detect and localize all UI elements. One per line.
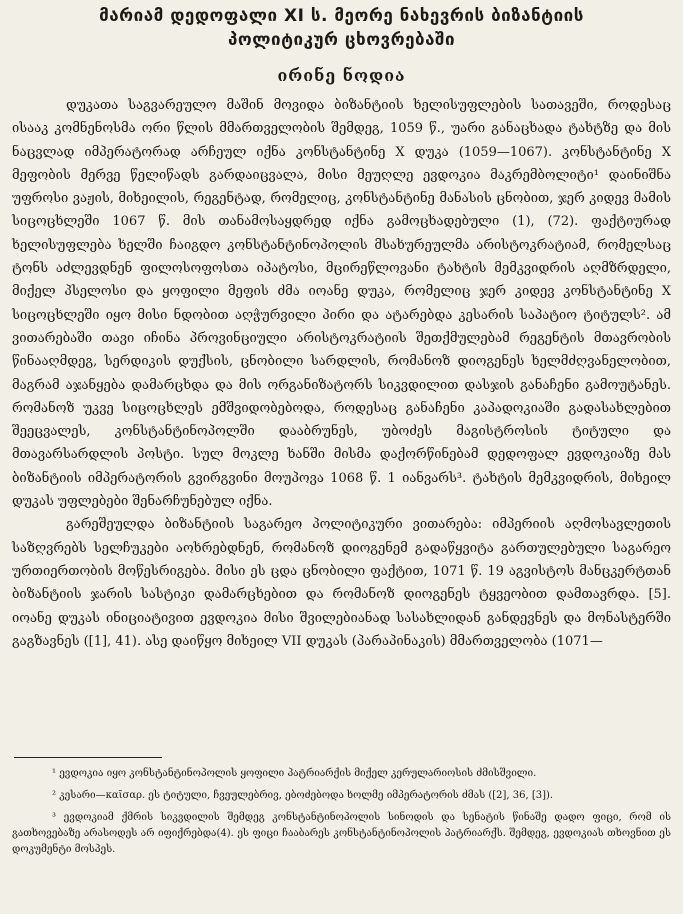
footnote-2: ² კესარი—καῖσαρ. ეს ტიტული, ჩვეულებრივ, ებოძებოდა ხოლმე იმპერატორის ძმას ([2], 36, [3]).: [52, 790, 554, 801]
author-name: ირინე ნოდია: [277, 66, 406, 85]
footnote-3: ³ ევდოკიამ ქმრის სიკვდილის შემდეგ კონსტანტინოპოლის სინოდის და სენატის წინაშე დადო ფიცი, რომ ის გათხოვებაზე არასოდეს არ იფიქრებდა(4). ეს ფიცი ჩააბარეს კონსტანტინოპოლის პატრიარქს. შემდეგ, ევდოკიას თხოვნით ეს დოკუმენტი მოსპეს.: [12, 812, 671, 855]
body-paragraph: გარეშეულდა ბიზანტიის საგარეო პოლიტიკური ვითარება: იმპერიის აღმოსავლეთის საზღვრებს სელჩუკები აოხრებდნენ, რომანოზ დიოგენემ გადაწყვიტა გართულებული საგარეო ურთიერთობის მოწესრიგება. მისი ეს ცდა ცნობილი ფაქტით, 1071 წ. 19 აგვისტოს მანცკერტთან ბიზანტიის ჯარის სასტიკი დამარცხებით და რომანოზ დიოგენეს ტყვეობით დამთავრდა. [5]. იოანე დუკას ინიციატივით ევდოკია მისი შვილებიანად სასახლიდან განდევნეს და მონასტერში გაგზავნეს ([1], 41). ასე დაიწყო მიხეილ VII დუკას (პარაპინაკის) მმართველობა (1071—: [12, 517, 671, 649]
footnote-1: ¹ ევდოკია იყო კონსტანტინოპოლის ყოფილი პატრიარქის მიქელ კერულარიოსის ძმისშვილი.: [52, 768, 537, 779]
article-body: [12, 94, 671, 653]
footnotes: [12, 766, 671, 864]
article-title-line-2: პოლიტიკურ ცხოვრებაში: [227, 30, 456, 50]
body-paragraph: დუკათა საგვარეულო მაშინ მოვიდა ბიზანტიის ხელისუფლების სათავეში, როდესაც ისააკ კომნენოსმა ორი წლის მმართველობის შემდეგ, 1059 წ., უარი განაცხადა ტახტზე და მის ნაცვლად იმპერატორად არჩეულ იქნა კონსტანტინე X დუკა (1059—1067). კონსტანტინე X მეფობის მერვე წელიწადს გარდაიცვალა, მისი მეუღლე ევდოკია მაკრემბოლიტი¹ დაინიშნა უფროსი ვაჟის, მიხეილის, რეგენტად, რომელიც, კონსტანტინე მანასის ცნობით, ჯერ კიდევ მამის სიცოცხლეში 1067 წ. მის თანამოსაყდრედ იქნა გამოცხადებული (1), (72). ფაქტიურად ხელისუფლება ხელში ჩაიგდო კონსტანტინოპოლის მსახურეულმა არისტოკრატიამ, რომელსაც ტონს აძლევდნენ ფილოსოფოსთა იპატოსი, მცირეწლოვანი ტახტის მემკვიდრის აღმზრდელი, მიქელ პსელოსი და ყოფილი მეფის ძმა იოანე დუკა, რომელიც ჯერ კიდევ კონსტანტინე X სიცოცხლეში იყო მისი ნდობით აღჭურვილი პირი და ატარებდა კესარის საპატიო ტიტულს². ამ ვითარებაში თავი იჩინა პროვინციული არისტოკრატიის შეთქმულებამ რეგენტის მთავრობის წინააღმდეგ, სერდიკის დუქსის, ცნობილი სარდლის, რომანოზ დიოგენეს ხელმძღვანელობით, მაგრამ აჯანყება დამარცხდა და მის ორგანიზატორს სიკვდილით დასჯის განაჩენი გამოუტანეს. რომანოზ უკვე სიცოცხლეს ემშვიდობებოდა, როდესაც განაჩენი კაპადოკიაში გადასახლებით შეეცვალეს, კონსტანტინოპოლში დააბრუნეს, უბოძეს მაგისტროსის ტიტული და მთავარსარდლის პოსტი. სულ მოკლე ხანში მისმა დაქორწინებამ დედოფალ ევდოკიაზე მას ბიზანტიის იმპერატორის გვირგვინი მოუპოვა 1068 წ. 1 იანვარს³. ტახტის მემკვიდრის, მიხეილ დუკას უფლებები შენარჩუნებულ იქნა.: [12, 98, 671, 510]
article-title-line-1: მარიამ დედოფალი XI ს. მეორე ნახევრის ბიზანტიის: [99, 6, 584, 26]
footnote-divider: [14, 757, 162, 758]
